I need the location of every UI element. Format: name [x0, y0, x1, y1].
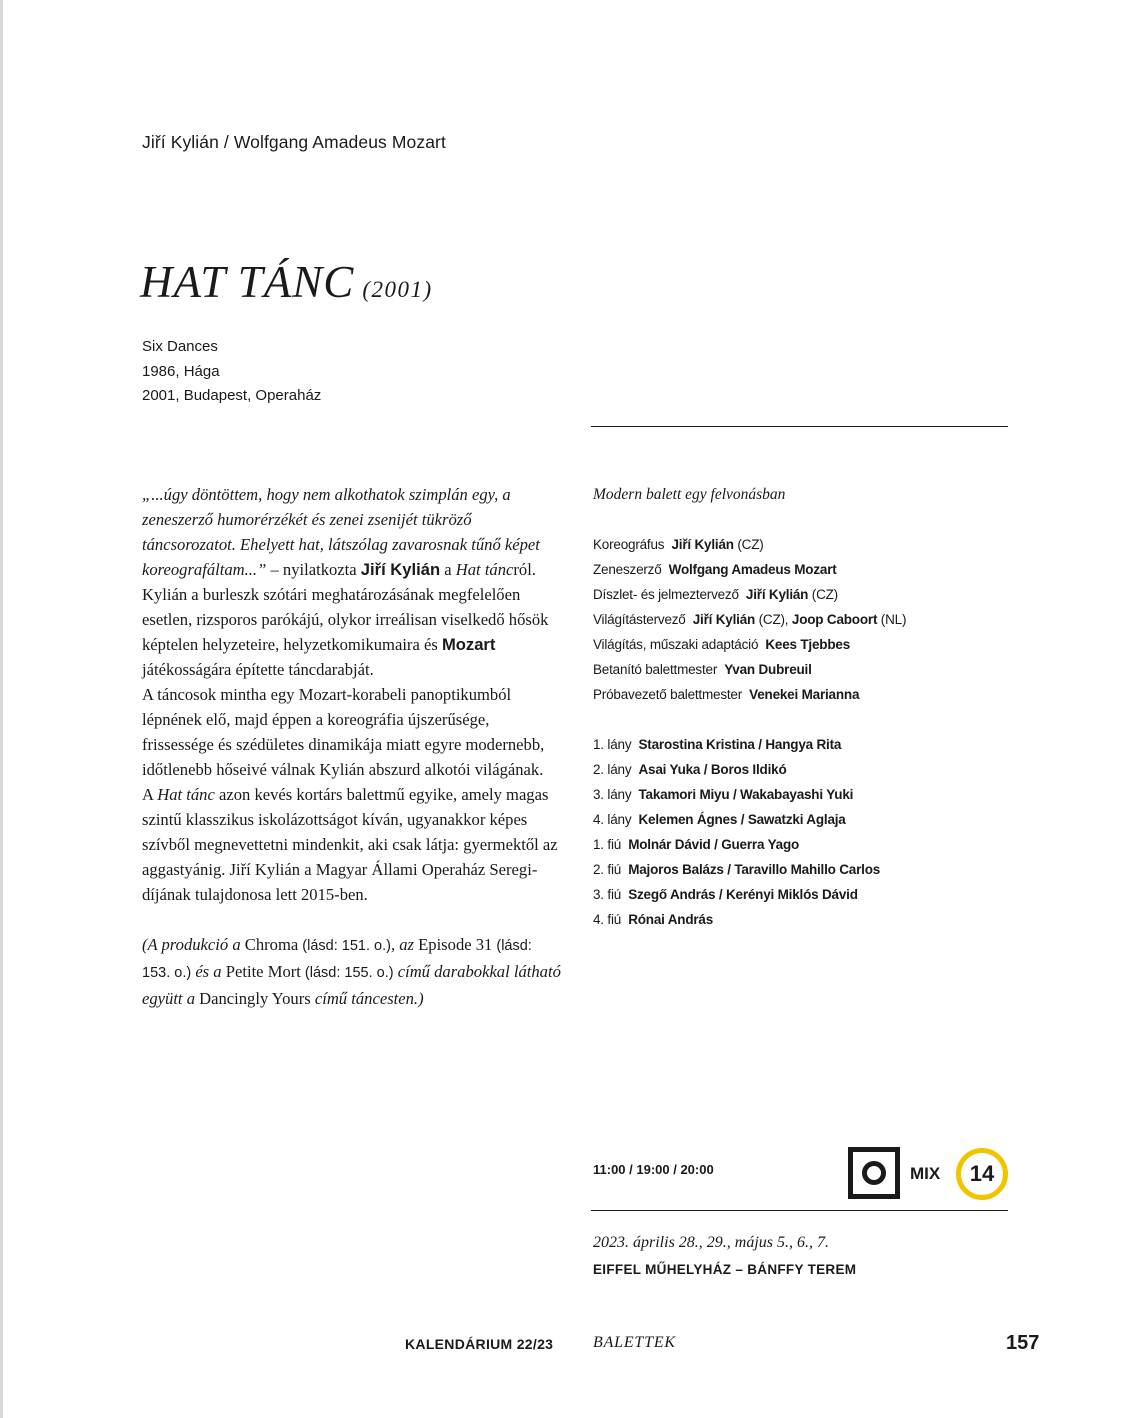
cast-row: 1. fiú Molnár Dávid / Guerra Yago	[593, 837, 800, 852]
cast-row: 1. lány Starostina Kristina / Hangya Rita	[593, 737, 842, 752]
production-meta	[142, 335, 321, 409]
work-title: Hat tánc	[455, 560, 514, 579]
paragraph-3: A Hat tánc azon kevés kortárs balettmű egyike, amely magas szintű klasszikus iskolázottságot kíván, ugyanakkor képes szívből megnevettetni mindenkit, aki csak látja: gyermektől az aggastyánig. Jiří Kylián a Magyar Állami Operaház Seregi-díjának tulajdonosa lett 2015-ben.	[142, 785, 558, 904]
name-mozart: Mozart	[441, 635, 496, 654]
original-title: Six Dances	[142, 338, 218, 355]
cast-row: 4. fiú Rónai András	[593, 912, 714, 927]
footer-publication: KALENDÁRIUM 22/23	[405, 1336, 554, 1352]
show-times: 11:00 / 19:00 / 20:00	[593, 1162, 714, 1177]
cast-row: 4. lány Kelemen Ágnes / Sawatzki Aglaja	[593, 812, 846, 827]
cast-row: 2. fiú Majoros Balázs / Taravillo Mahillo Carlos	[593, 862, 881, 877]
crew-row: Betanító balettmester Yvan Dubreuil	[593, 662, 812, 677]
credits-subtitle: Modern balett egy felvonásban	[593, 486, 786, 503]
work-title-2: Hat tánc	[157, 785, 215, 804]
crew-row: Díszlet- és jelmeztervező Jiří Kylián (CZ)	[593, 587, 838, 602]
crew-row: Próbavezető balettmester Venekei Marianna	[593, 687, 860, 702]
venue: EIFFEL MŰHELYHÁZ – BÁNFFY TEREM	[593, 1262, 857, 1277]
mix-number-badge: 14	[956, 1148, 1008, 1200]
opera-logo-icon	[848, 1147, 900, 1199]
author-line: Jiří Kylián / Wolfgang Amadeus Mozart	[142, 132, 446, 152]
cast-row: 2. lány Asai Yuka / Boros Ildikó	[593, 762, 787, 777]
divider-bottom	[591, 1210, 1008, 1211]
crew-row: Zeneszerző Wolfgang Amadeus Mozart	[593, 562, 837, 577]
cast-row: 3. fiú Szegő András / Kerényi Miklós Dávid	[593, 887, 858, 902]
mix-label: MIX	[910, 1164, 941, 1183]
crew-list	[593, 532, 1013, 707]
production-note: (A produkció a Chroma (lásd: 151. o.), az Episode 31 (lásd: 153. o.) és a Petite Mort (lásd: 155. o.) című darabokkal látható együtt a Dancingly Yours című táncesten.)	[142, 935, 561, 1008]
footer-section: BALETTEK	[593, 1334, 676, 1351]
paragraph-1: „...úgy döntöttem, hogy nem alkothatok szimplán egy, a zeneszerző humorérzékét és zenei zsenijét tükröző táncsorozatot. Ehelyett hat, látszólag zavarosnak tűnő képet koreografáltam...” – nyilatkozta Jiří Kylián a Hat táncról. Kylián a burleszk szótári meghatározásának megfelelően esetlen, rizsporos parókájú, olykor irreálisan viselkedő hősök képtelen helyzeteire, helyzetkomikumaira és Mozart játékosságára építette táncdarabját.	[142, 485, 549, 679]
page-number: 157	[1006, 1332, 1040, 1354]
title-text: HAT TÁNC	[140, 257, 355, 307]
crew-row: Világítástervező Jiří Kylián (CZ), Joop Caboort (NL)	[593, 612, 907, 627]
paragraph-2: A táncosok mintha egy Mozart-korabeli panoptikumból lépnének elő, majd éppen a koreográfia újszerűsége, frissessége és szédületes dinamikája miatt egyre modernebb, időtlenebb hőseivé válnak Kylián abszurd alkotói világának.	[142, 685, 545, 779]
logo-ring	[862, 1161, 886, 1185]
divider-top	[591, 426, 1008, 427]
crew-row: Koreográfus Jiří Kylián (CZ)	[593, 537, 764, 552]
cast-row: 3. lány Takamori Miyu / Wakabayashi Yuki	[593, 787, 854, 802]
cast-list	[593, 732, 1013, 932]
performance-dates: 2023. április 28., 29., május 5., 6., 7.	[593, 1234, 830, 1251]
page-edge	[0, 0, 3, 1418]
quote: „...úgy döntöttem, hogy nem alkothatok szimplán egy, a zeneszerző humorérzékét és zenei zsenijét tükröző táncsorozatot. Ehelyett hat, látszólag zavarosnak tűnő képet koreografáltam...”	[142, 485, 540, 579]
page-title	[140, 256, 433, 308]
premiere: 1986, Hága	[142, 362, 220, 380]
title-year: (2001)	[362, 277, 433, 302]
description	[142, 482, 562, 1011]
name-kylian: Jiří Kylián	[360, 560, 441, 579]
crew-row: Világítás, műszaki adaptáció Kees Tjebbes	[593, 637, 850, 652]
local-premiere: 2001, Budapest, Operaház	[142, 387, 322, 404]
credits	[593, 482, 1013, 932]
